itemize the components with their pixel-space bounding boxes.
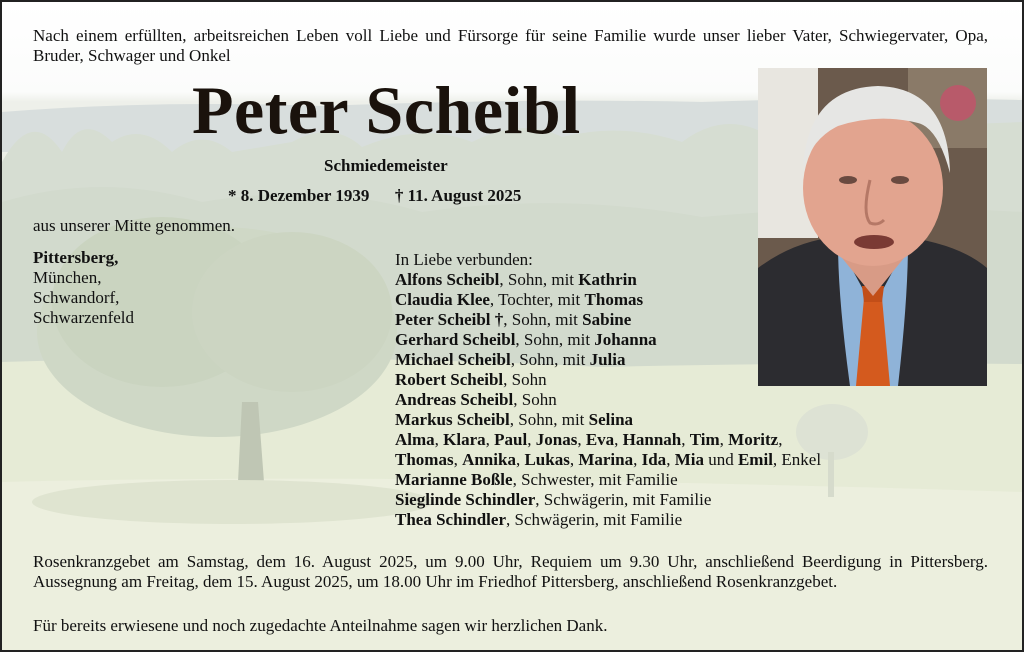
portrait-illustration [758,68,987,386]
birth-date: * 8. Dezember 1939 [228,186,370,205]
places-list [33,248,134,328]
sibling-row: Sieglinde Schindler, Schwägerin, mit Familie [395,490,712,509]
portrait-photo [758,68,987,386]
family-row: Andreas Scheibl, Sohn [395,390,557,409]
family-row: Markus Scheibl, Sohn, mit Selina [395,410,634,429]
place-item: Pittersberg, [33,248,119,267]
life-dates [228,186,521,206]
sibling-row: Thea Schindler, Schwägerin, mit Familie [395,510,683,529]
family-row: Michael Scheibl, Sohn, mit Julia [395,350,626,369]
family-row: Robert Scheibl, Sohn [395,370,547,389]
occupation: Schmiedemeister [324,156,448,175]
family-row: Gerhard Scheibl, Sohn, mit Johanna [395,330,657,349]
place-item: Schwandorf, [33,288,120,307]
place-item: München, [33,268,102,287]
family-row: Claudia Klee, Tochter, mit Thomas [395,290,644,309]
family-row: Alfons Scheibl, Sohn, mit Kathrin [395,270,637,289]
grandchildren-row: Alma, Klara, Paul, Jonas, Eva, Hannah, Tim, Moritz, [395,430,783,449]
family-row: Peter Scheibl †, Sohn, mit Sabine [395,310,632,329]
intro-text: Nach einem erfüllten, arbeitsreichen Leben voll Liebe und Fürsorge für seine Familie wurde unser lieber Vater, Schwiegervater, Opa, Bruder, Schwager und Onkel [33,26,988,65]
ceremony-info: Rosenkranzgebet am Samstag, dem 16. August 2025, um 9.00 Uhr, Requiem um 9.30 Uhr, anschließend Beerdigung in Pittersberg. Aussegnung am Freitag, dem 15. August 2025, um 18.00 Uhr im Friedhof Pittersberg, anschließend Rosenkranzgebet. [33,552,988,591]
death-date: † 11. August 2025 [394,186,522,205]
mitte-text: aus unserer Mitte genommen. [33,216,236,235]
family-intro: In Liebe verbunden: [395,250,533,269]
deceased-name: Peter Scheibl [192,72,581,148]
thanks-text: Für bereits erwiesene und noch zugedachte Anteilnahme sagen wir herzlichen Dank. [33,616,608,635]
sibling-row: Marianne Boßle, Schwester, mit Familie [395,470,678,489]
place-item: Schwarzenfeld [33,308,135,327]
grandchildren-row: Thomas, Annika, Lukas, Marina, Ida, Mia und Emil, Enkel [395,450,822,469]
